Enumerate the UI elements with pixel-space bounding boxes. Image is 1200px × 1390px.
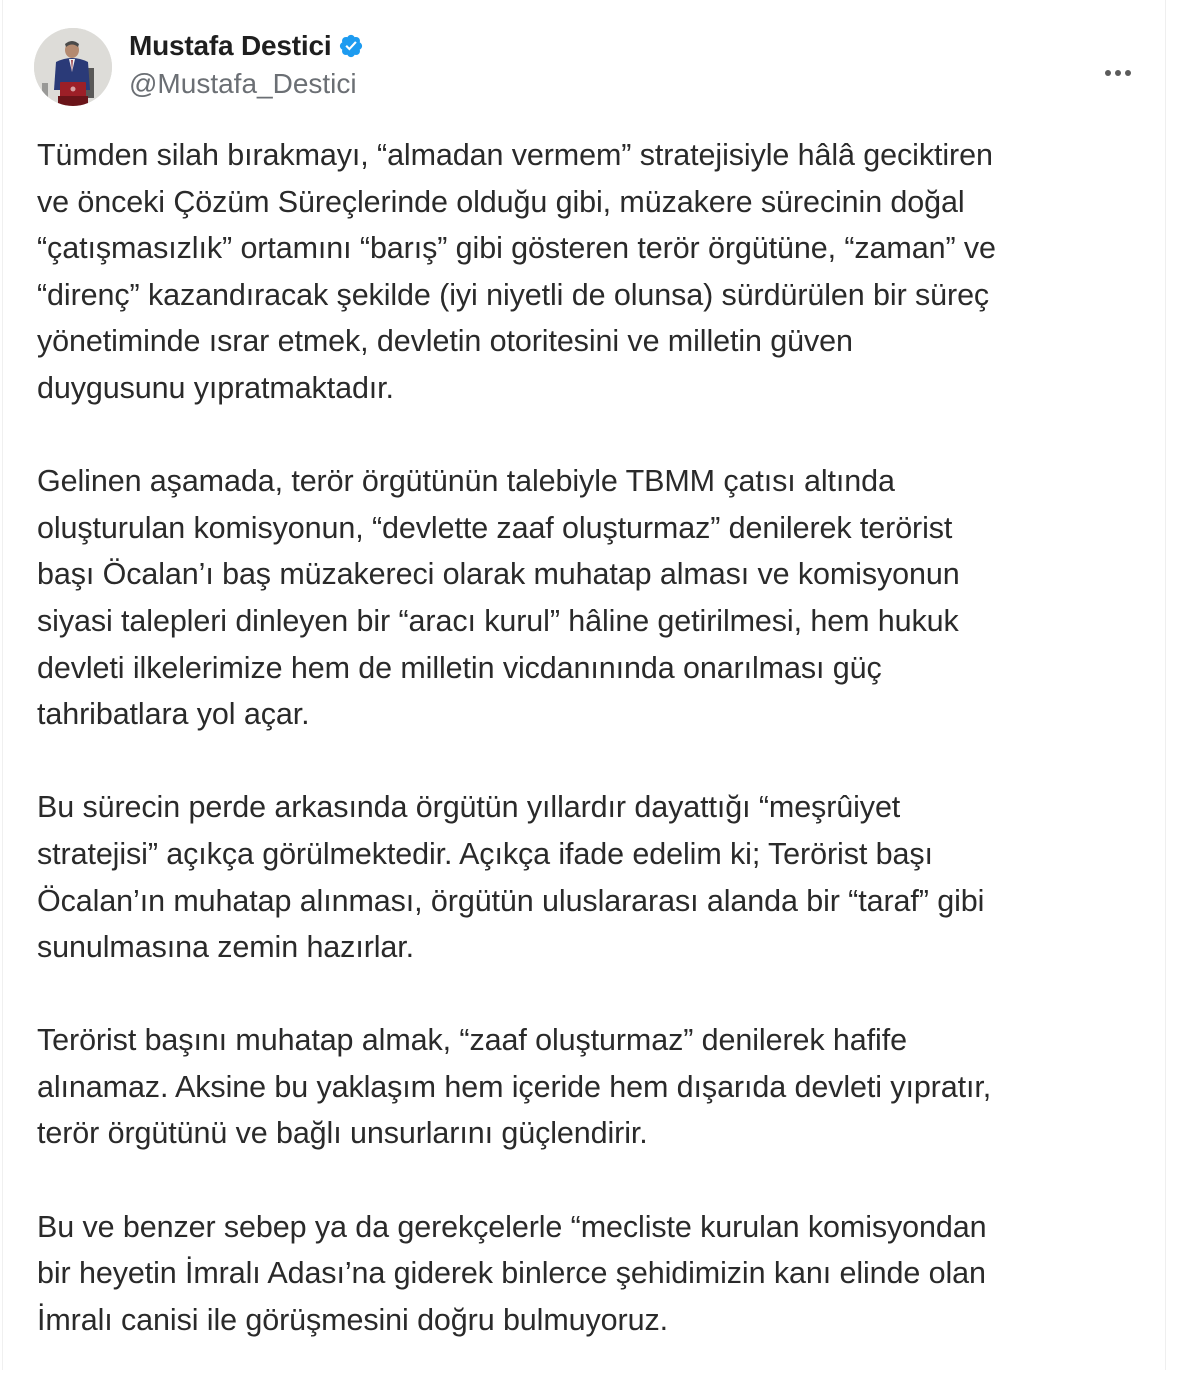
text-line: ve önceki Çözüm Süreçlerinde olduğu gibi, müzakere sürecinin doğal	[37, 184, 965, 219]
post-paragraph-1	[37, 132, 1147, 412]
text-line: bir heyetin İmralı Adası’na giderek binlerce şehidimizin kanı elinde olan	[37, 1256, 986, 1291]
text-line: “direnç” kazandıracak şekilde (iyi niyetli de olunsa) sürdürülen bir süreç	[37, 277, 990, 312]
author-handle[interactable]: @Mustafa_Destici	[129, 68, 357, 99]
text-line: terör örgütünü ve bağlı unsurlarını güçlendirir.	[37, 1116, 648, 1151]
post-header	[34, 28, 1134, 108]
text-line: Tümden silah bırakmayı, “almadan vermem” stratejisiyle hâlâ geciktiren	[37, 138, 993, 172]
text-line: stratejisi” açıkça görülmektedir. Açıkça ifade edelim ki; Terörist başı	[37, 836, 933, 871]
more-options-button[interactable]	[1100, 58, 1136, 88]
text-line: “çatışmasızlık” ortamını “barış” gibi gösteren terör örgütüne, “zaman” ve	[37, 231, 996, 266]
text-line: başı Öcalan’ı baş müzakereci olarak muhatap alması ve komisyonun	[37, 557, 960, 592]
author-name-row	[129, 28, 364, 64]
post-paragraph-5	[37, 1204, 1147, 1344]
more-options-icon	[1115, 70, 1121, 76]
text-line: siyasi talepleri dinleyen bir “aracı kurul” hâline getirilmesi, hem hukuk	[37, 603, 959, 638]
avatar-photo-icon	[34, 28, 112, 106]
post-card	[2, 0, 1166, 1370]
avatar[interactable]	[34, 28, 112, 106]
more-options-icon	[1125, 70, 1131, 76]
post-paragraph-3	[37, 784, 1147, 970]
text-line: Gelinen aşamada, terör örgütünün talebiyle TBMM çatısı altında	[37, 464, 895, 499]
post-text	[37, 132, 1147, 1390]
text-line: Öcalan’ın muhatap alınması, örgütün uluslararası alanda bir “taraf” gibi	[37, 883, 985, 918]
text-line: yönetiminde ısrar etmek, devletin otoritesini ve milletin güven	[37, 324, 853, 359]
author-name[interactable]: Mustafa Destici	[129, 30, 332, 61]
text-line: Terörist başını muhatap almak, “zaaf oluşturmaz” denilerek hafife	[37, 1023, 907, 1058]
text-line: İmralı canisi ile görüşmesini doğru bulmuyoruz.	[37, 1302, 668, 1337]
text-line: duygusunu yıpratmaktadır.	[37, 370, 394, 405]
text-line: sunulmasına zemin hazırlar.	[37, 930, 415, 965]
text-line: oluşturulan komisyonun, “devlette zaaf oluşturmaz” denilerek terörist	[37, 510, 953, 545]
more-options-icon	[1105, 70, 1111, 76]
text-line: tahribatlara yol açar.	[37, 697, 310, 732]
verified-badge-icon[interactable]	[338, 33, 364, 59]
text-line: alınamaz. Aksine bu yaklaşım hem içeride hem dışarıda devleti yıpratır,	[37, 1069, 992, 1104]
text-line: Bu ve benzer sebep ya da gerekçelerle “mecliste kurulan komisyondan	[37, 1209, 987, 1244]
text-line: devleti ilkelerimize hem de milletin vicdanınında onarılması güç	[37, 650, 882, 685]
post-paragraph-2	[37, 458, 1147, 738]
text-line: Bu sürecin perde arkasında örgütün yıllardır dayattığı “meşrûiyet	[37, 790, 901, 825]
post-paragraph-4	[37, 1017, 1147, 1157]
